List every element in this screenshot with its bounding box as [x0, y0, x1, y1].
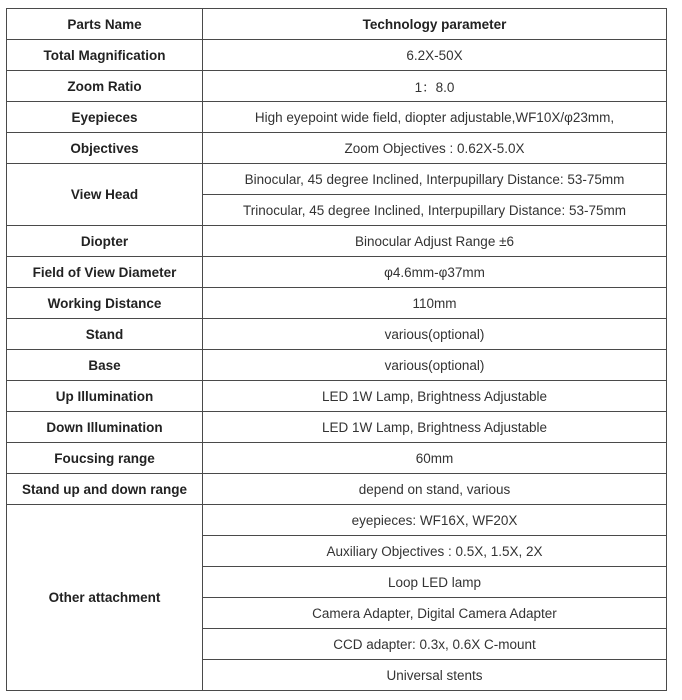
part-name-cell: Eyepieces — [7, 102, 203, 133]
parameter-value-cell: various(optional) — [203, 350, 667, 381]
parameter-value-cell: 110mm — [203, 288, 667, 319]
parameter-value-cell: various(optional) — [203, 319, 667, 350]
parameter-value-cell: eyepieces: WF16X, WF20X — [203, 505, 667, 536]
parameter-value-cell: 6.2X-50X — [203, 40, 667, 71]
parameter-value-cell: LED 1W Lamp, Brightness Adjustable — [203, 412, 667, 443]
table-row — [7, 319, 667, 350]
part-name-cell: Stand — [7, 319, 203, 350]
part-name-cell: Objectives — [7, 133, 203, 164]
part-name-cell: Field of View Diameter — [7, 257, 203, 288]
part-name-cell: Other attachment — [7, 505, 203, 691]
table-row — [7, 381, 667, 412]
parameter-value-cell: 60mm — [203, 443, 667, 474]
part-name-cell: Diopter — [7, 226, 203, 257]
parameter-value-cell: CCD adapter: 0.3x, 0.6X C-mount — [203, 629, 667, 660]
part-name-cell: Total Magnification — [7, 40, 203, 71]
parameter-value-cell: LED 1W Lamp, Brightness Adjustable — [203, 381, 667, 412]
part-name-cell: Zoom Ratio — [7, 71, 203, 102]
table-row — [7, 350, 667, 381]
part-name-cell: Stand up and down range — [7, 474, 203, 505]
table-row — [7, 474, 667, 505]
table-header-row — [7, 9, 667, 40]
table-row — [7, 102, 667, 133]
parameter-value-cell: Zoom Objectives : 0.62X-5.0X — [203, 133, 667, 164]
spec-table — [6, 8, 667, 691]
part-name-cell: Down Illumination — [7, 412, 203, 443]
header-parts-name: Parts Name — [7, 9, 203, 40]
table-row — [7, 71, 667, 102]
table-row — [7, 443, 667, 474]
table-row — [7, 40, 667, 71]
parameter-value-cell: Loop LED lamp — [203, 567, 667, 598]
parameter-value-cell: Auxiliary Objectives : 0.5X, 1.5X, 2X — [203, 536, 667, 567]
parameter-value-cell: Binocular, 45 degree Inclined, Interpupillary Distance: 53-75mm — [203, 164, 667, 195]
table-row — [7, 505, 667, 536]
part-name-cell: View Head — [7, 164, 203, 226]
table-row — [7, 164, 667, 195]
table-row — [7, 226, 667, 257]
parameter-value-cell: 1：8.0 — [203, 71, 667, 102]
table-row — [7, 412, 667, 443]
table-row — [7, 257, 667, 288]
part-name-cell: Foucsing range — [7, 443, 203, 474]
header-technology-parameter: Technology parameter — [203, 9, 667, 40]
parameter-value-cell: Trinocular, 45 degree Inclined, Interpupillary Distance: 53-75mm — [203, 195, 667, 226]
table-row — [7, 288, 667, 319]
parameter-value-cell: φ4.6mm-φ37mm — [203, 257, 667, 288]
parameter-value-cell: High eyepoint wide field, diopter adjustable,WF10X/φ23mm, — [203, 102, 667, 133]
table-row — [7, 133, 667, 164]
part-name-cell: Base — [7, 350, 203, 381]
spec-table-body — [7, 9, 667, 691]
part-name-cell: Up Illumination — [7, 381, 203, 412]
parameter-value-cell: Universal stents — [203, 660, 667, 691]
parameter-value-cell: Camera Adapter, Digital Camera Adapter — [203, 598, 667, 629]
part-name-cell: Working Distance — [7, 288, 203, 319]
parameter-value-cell: depend on stand, various — [203, 474, 667, 505]
parameter-value-cell: Binocular Adjust Range ±6 — [203, 226, 667, 257]
